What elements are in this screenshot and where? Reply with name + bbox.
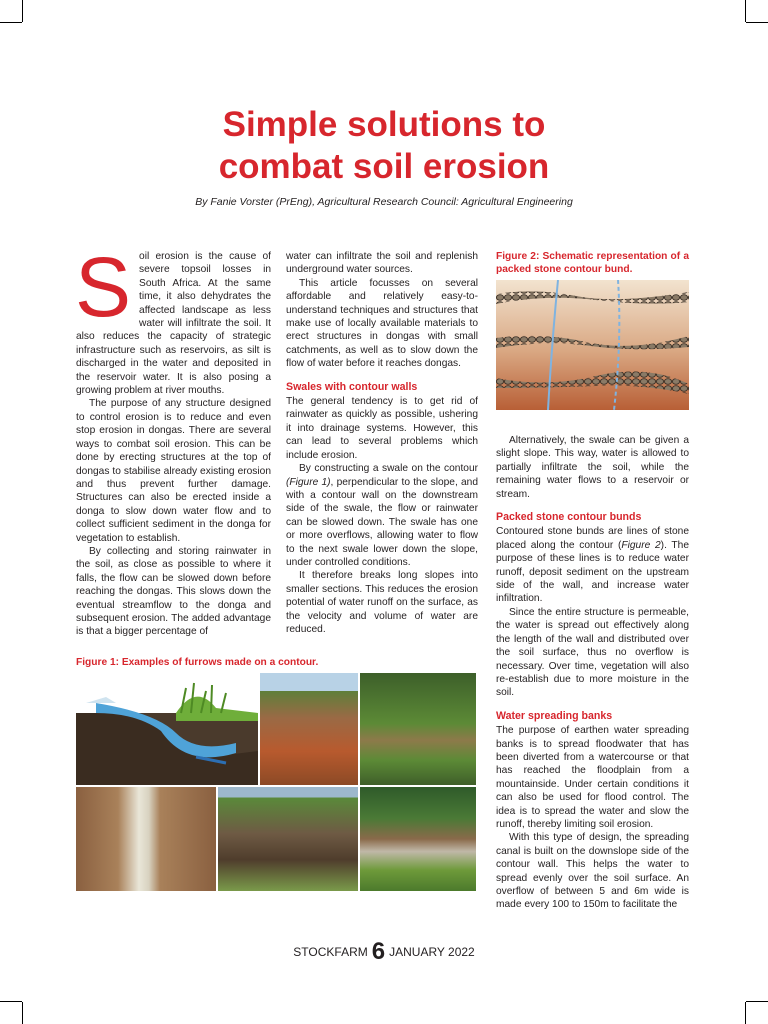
- crop-mark: [746, 1001, 768, 1002]
- paragraph: By collecting and storing rainwater in the soil, as close as possible to where it falls, the flow can be slowed down before reaching the dongas. This slows down the eventual streamflow to the donga and subsequent erosion. The added advantage is that a bigger percentage of: [76, 545, 271, 638]
- paragraph: Since the entire structure is permeable, the water is spread out effectively along the length of the wall and distributed over the soil surface, thus no overflow is necessary. Over time, vegetation will also re-establish due to more moisture in the soil.: [496, 606, 689, 699]
- figure-2-diagram: [496, 280, 689, 410]
- section-heading: Swales with contour walls: [286, 380, 418, 393]
- page-footer: [0, 938, 768, 966]
- column-3-text: [496, 434, 689, 912]
- crop-mark: [745, 0, 746, 22]
- magazine-name: STOCKFARM: [293, 945, 368, 959]
- furrow-photo-2: [360, 673, 476, 785]
- paragraph: It therefore breaks long slopes into smaller sections. This reduces the erosion potential of water runoff on the surface, as the velocity and volume of water are reduced.: [286, 570, 478, 635]
- crop-mark: [0, 1001, 22, 1002]
- column-3: [496, 250, 689, 277]
- paragraph: The purpose of earthen water spreading banks is to spread floodwater that has been diverted from a watercourse or that has reached the floodplain from a mountainside. Under certain conditions it can also be used for flood control. The idea is to spread the water and slow the runoff, thereby limiting soil erosion.: [496, 725, 689, 830]
- intro-paragraph: Soil erosion is the cause of severe topsoil losses in South Africa. At the same time, it also dehydrates the affected landscape as less water will infiltrate the soil. It also reduces the capacity of strategic infrastructure such as reservoirs, as silt is discharged in the water and deposited in the reservoir water. It is also posing a growing problem at river mouths.: [75, 240, 271, 397]
- issue-date: JANUARY 2022: [389, 945, 475, 959]
- article-title: [0, 104, 768, 188]
- furrow-photo-3: [76, 787, 216, 891]
- paragraph: water can infiltrate the soil and replenish underground water sources.: [286, 251, 478, 276]
- swale-diagram-image: [76, 673, 258, 785]
- title-line-1: Simple solutions to: [222, 105, 546, 144]
- crop-mark: [0, 22, 22, 23]
- paragraph: The general tendency is to get rid of rainwater as quickly as possible, ushering it into drainage systems. However, this can lead to several problems which include erosion.: [286, 396, 478, 461]
- column-2: [286, 250, 478, 636]
- paragraph: The purpose of any structure designed to control erosion is to reduce and even stop erosion in dongas. There are several ways to combat soil erosion. This can be done by erecting structures at the top of dongas to stabilise already existing erosion and thus prevent further damage. Structures can also be erected inside a donga to slow down water flow and to collect sufficient sediment in the donga for vegetation to establish.: [76, 398, 271, 544]
- crop-mark: [746, 22, 768, 23]
- furrow-photo-5: [360, 787, 476, 891]
- stone-bund-illustration: [496, 280, 689, 410]
- crop-mark: [745, 1002, 746, 1024]
- crop-mark: [22, 1002, 23, 1024]
- figure-reference: Figure 2: [621, 539, 661, 551]
- paragraph: This article focusses on several affordable and relatively easy-to-understand techniques and structures that make use of locally available materials to erect structures in dongas with small catchments, as well as to slow down the flow of water before it reaches dongas.: [286, 277, 478, 370]
- section-heading: Water spreading banks: [496, 709, 613, 722]
- furrow-photo-1: [260, 673, 358, 785]
- figure-2-caption: Figure 2: Schematic representation of a packed stone contour bund.: [496, 251, 689, 276]
- paragraph: With this type of design, the spreading canal is built on the downslope side of the contour wall. This helps the water to spread evenly over the soil surface. An overflow of between 5 and 6m wide is made every 100 to 150m to facilitate the: [496, 832, 689, 911]
- furrow-photo-4: [218, 787, 358, 891]
- paragraph: Alternatively, the swale can be given a slight slope. This way, water is allowed to partially infiltrate the soil, while the remaining water flows to a reservoir or stream.: [496, 435, 689, 500]
- paragraph: By constructing a swale on the contour (Figure 1), perpendicular to the slope, and with a contour wall on the downstream side of the swale, the flow or rainwater can be slowed down. The swale has one or more overflows, allowing water to flow to the next swale lower down the slope, under controlled conditions.: [286, 463, 478, 568]
- crop-mark: [22, 0, 23, 22]
- drop-cap: S: [75, 240, 132, 334]
- section-heading: Packed stone contour bunds: [496, 511, 642, 524]
- figure-1-caption: Figure 1: Examples of furrows made on a contour.: [76, 657, 319, 668]
- page-number: 6: [371, 938, 386, 965]
- title-line-2: combat soil erosion: [218, 147, 550, 186]
- figure-reference: (Figure 1): [286, 476, 331, 488]
- byline: By Fanie Vorster (PrEng), Agricultural Research Council: Agricultural Engineering: [195, 196, 573, 208]
- column-1: [75, 240, 271, 639]
- paragraph: Contoured stone bunds are lines of stone placed along the contour (Figure 2). The purpose of these lines is to reduce water runoff, deposit sediment on the upstream side of the wall, and increase water infiltration.: [496, 526, 689, 605]
